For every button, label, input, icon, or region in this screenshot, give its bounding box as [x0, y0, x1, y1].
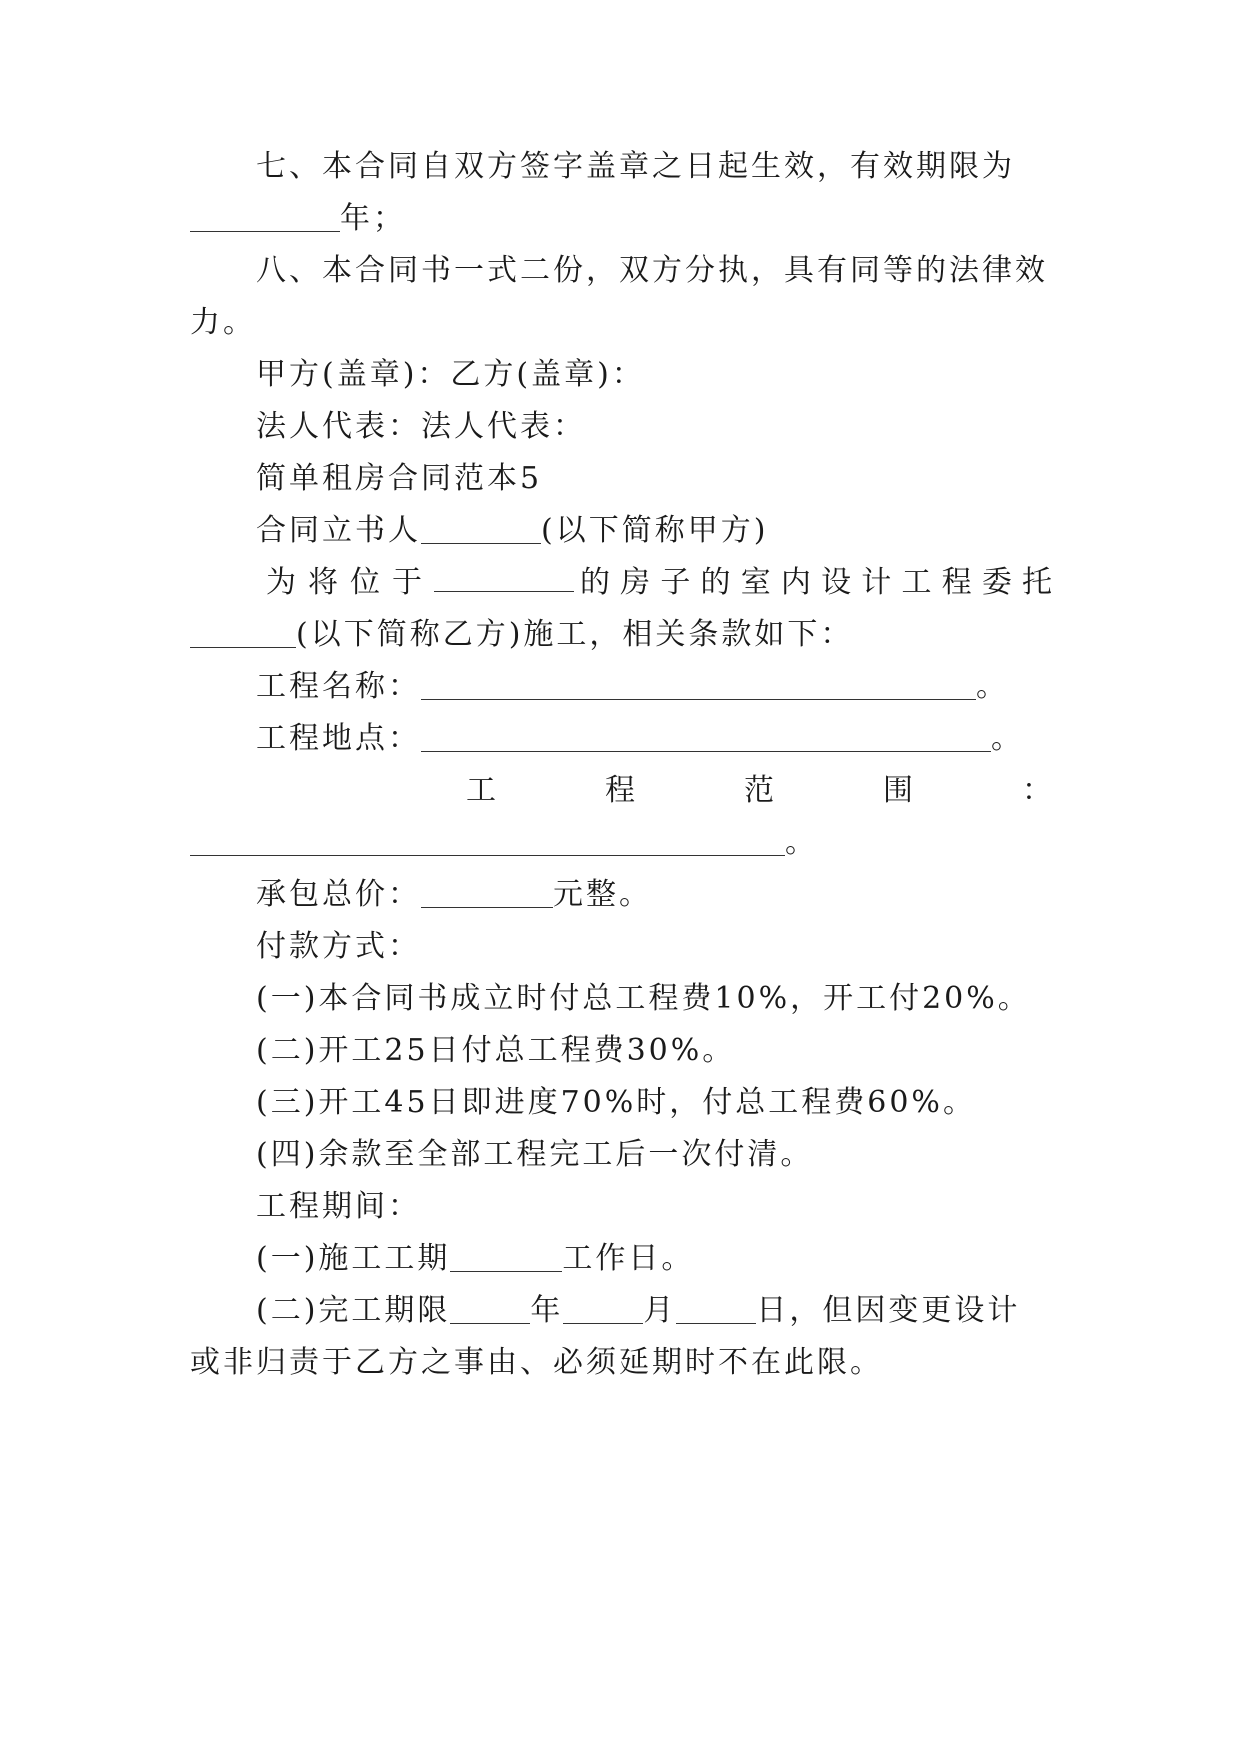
signature-parties: 甲方(盖章)：乙方(盖章)：: [256, 357, 645, 392]
deadline-month-blank: [563, 1293, 643, 1324]
project-scope-char: 工: [466, 773, 496, 808]
project-name-blank: [421, 669, 976, 700]
total-price-line: [256, 873, 1052, 917]
project-name-label: 工程名称：: [256, 669, 421, 704]
entrust-text: 的房子的室内设计工程委托: [580, 565, 1052, 600]
clause-8-line-1: 八、本合同书一式二份，双方分执，具有同等的法律效: [256, 253, 1048, 288]
period-1-line: [256, 1237, 1052, 1281]
contractor-line: [256, 509, 1052, 553]
entrust-suffix: (以下简称乙方)施工，相关条款如下：: [296, 617, 854, 652]
total-price-suffix: 元整。: [553, 877, 652, 912]
house-location-blank: [434, 561, 574, 592]
deadline-year-blank: [450, 1293, 530, 1324]
validity-years-blank: [190, 201, 340, 232]
payment-item: (四)余款至全部工程完工后一次付清。: [256, 1137, 814, 1172]
period-1-prefix: (一)施工工期: [256, 1241, 451, 1276]
contractor-blank: [421, 513, 541, 544]
deadline-day-blank: [676, 1293, 756, 1324]
payment-item: (一)本合同书成立时付总工程费10%，开工付20%。: [256, 981, 1031, 1016]
total-price-label: 承包总价：: [256, 877, 421, 912]
contract-5-title: 简单租房合同范本5: [256, 461, 543, 496]
entrust-prefix: 为将位于: [266, 565, 434, 600]
project-name-line: [256, 665, 1052, 709]
project-site-blank: [421, 721, 991, 752]
entrust-line-2: [190, 613, 1052, 657]
contractee-blank: [190, 617, 296, 648]
project-site-label: 工程地点：: [256, 721, 421, 756]
project-scope-char: 围: [883, 773, 913, 808]
period-title: 工程期间：: [256, 1189, 421, 1224]
deadline-year-label: 年: [530, 1293, 564, 1328]
clause-7-line-2: [190, 197, 1052, 241]
total-price-blank: [421, 877, 553, 908]
period-1-suffix: 工作日。: [562, 1241, 695, 1276]
contractor-suffix: (以下简称甲方): [541, 513, 769, 548]
project-scope-blank: [190, 825, 785, 856]
signature-representatives: 法人代表：法人代表：: [256, 409, 586, 444]
project-site-end: 。: [991, 721, 1024, 756]
validity-years-suffix: 年；: [340, 201, 406, 236]
project-site-line: [256, 717, 1052, 761]
period-2-line-2: 或非归责于乙方之事由、必须延期时不在此限。: [190, 1345, 883, 1380]
payment-item: (二)开工25日付总工程费30%。: [256, 1033, 736, 1068]
project-scope-line-1: [256, 769, 1052, 813]
clause-8-line-2: 力。: [190, 305, 256, 340]
entrust-line-1: [256, 561, 1052, 605]
payment-item: (三)开工45日即进度70%时，付总工程费60%。: [256, 1085, 976, 1120]
period-2-prefix: (二)完工期限: [256, 1293, 451, 1328]
project-name-end: 。: [976, 669, 1009, 704]
period-2-line-1: [256, 1289, 1052, 1333]
deadline-day-suffix: 日，但因变更设计: [756, 1293, 1021, 1328]
project-scope-line-2: [190, 821, 1052, 865]
project-scope-end: 。: [785, 825, 818, 860]
project-scope-char: 程: [605, 773, 635, 808]
deadline-month-label: 月: [643, 1293, 677, 1328]
project-scope-char: 范: [744, 773, 774, 808]
construction-days-blank: [450, 1241, 562, 1272]
contractor-prefix: 合同立书人: [256, 513, 421, 548]
project-scope-char: ：: [1022, 773, 1052, 808]
clause-7-line-1: 七、本合同自双方签字盖章之日起生效，有效期限为: [256, 149, 1015, 184]
payment-title: 付款方式：: [256, 929, 421, 964]
